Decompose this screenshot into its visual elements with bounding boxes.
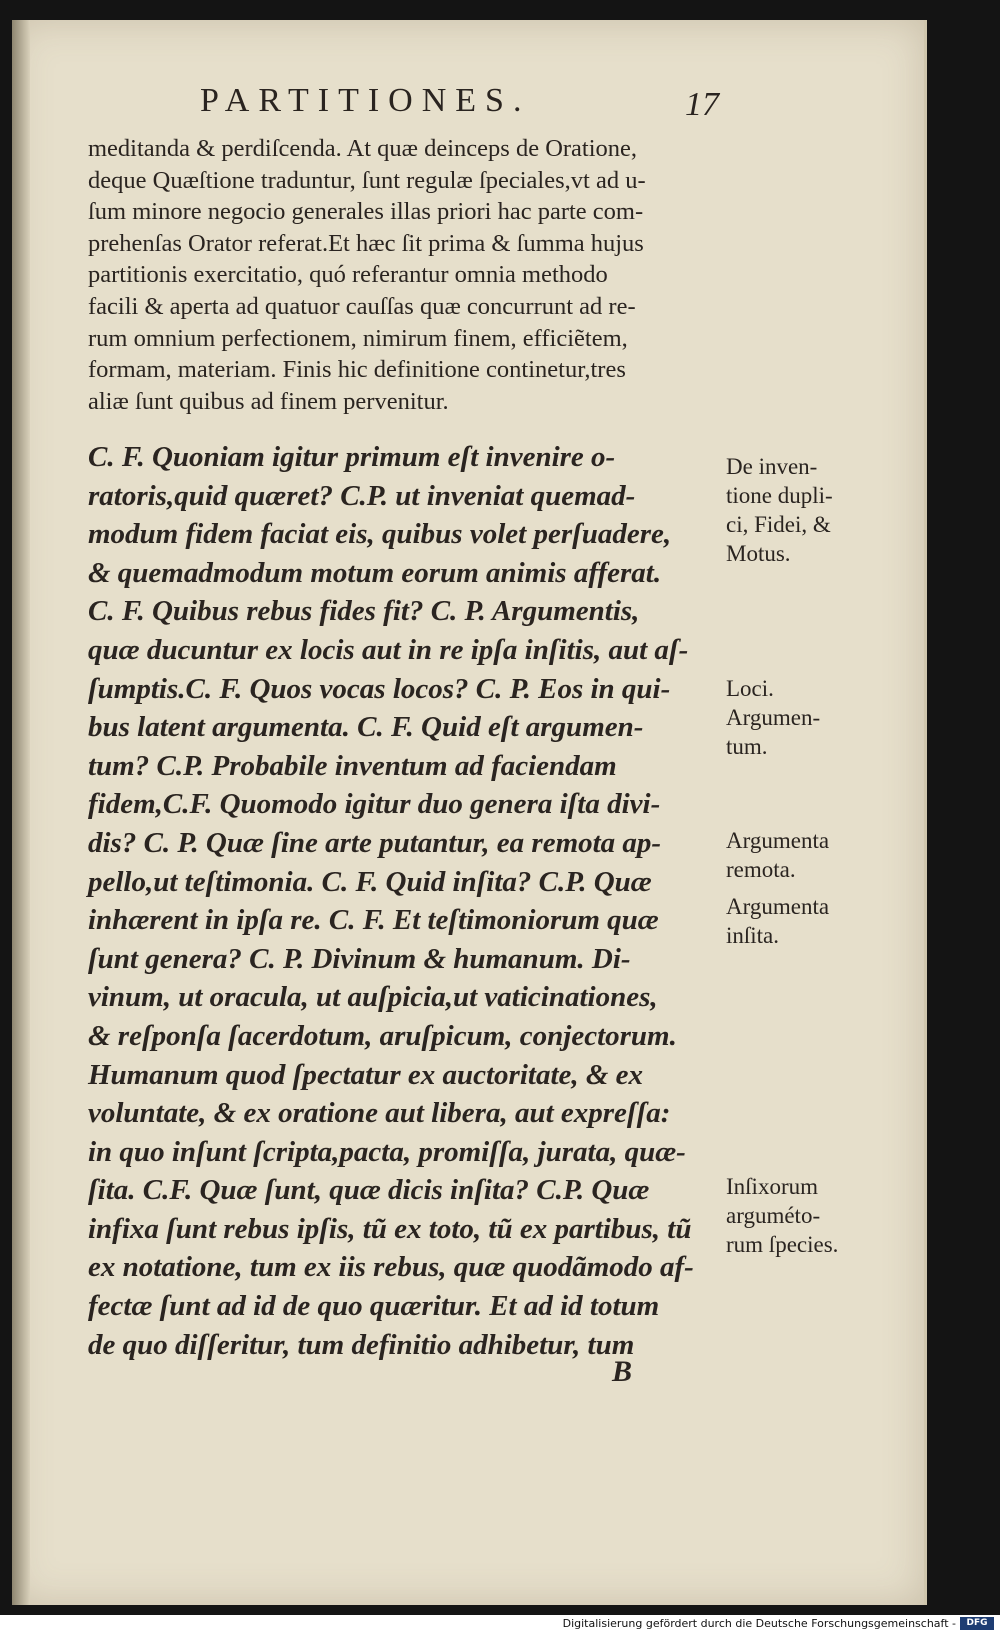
margin-note-line: Argumen- — [726, 705, 821, 730]
dialogue-line: & quemadmodum motum eorum animis afferat. — [88, 556, 662, 589]
margin-note-remota — [726, 826, 829, 884]
margin-note-line: Argumenta — [726, 894, 830, 919]
margin-note-line: arguméto- — [726, 1203, 821, 1228]
dialogue-line: in quo inſunt ſcripta,pacta, promiſſa, jurata, quæ- — [88, 1135, 686, 1168]
margin-note-line: ci, Fidei, & — [726, 512, 831, 537]
text-line: prehenſas Orator referat.Et hæc ſit prima & ſumma hujus — [88, 229, 644, 257]
text-line: deque Quæſtione traduntur, ſunt regulæ ſpeciales,vt ad u- — [88, 166, 646, 194]
dialogue-line: modum fidem faciat eis, quibus volet perſuadere, — [88, 518, 672, 551]
margin-note-species — [726, 1172, 838, 1259]
dialogue-line: C. F. Quibus rebus fides fit? C. P. Argumentis, — [88, 595, 640, 628]
dialogue-line: fidem,C.F. Quomodo igitur duo genera iſta divi- — [88, 788, 661, 821]
running-head: PARTITIONES. — [200, 82, 531, 119]
funding-credit: Digitalisierung gefördert durch die Deutsche Forschungsgemeinschaft - — [562, 1617, 956, 1630]
margin-note-line: rum ſpecies. — [726, 1232, 839, 1257]
margin-note-line: De inven- — [726, 454, 818, 479]
dialogue-line: tum? C.P. Probabile inventum ad faciendam — [88, 749, 617, 782]
text-line: aliæ ſunt quibus ad finem pervenitur. — [88, 387, 449, 415]
dialogue-line: ratoris,quid quæret? C.P. ut inveniat quemad- — [88, 479, 636, 512]
margin-note-loci — [726, 674, 820, 761]
dialogue-line: quæ ducuntur ex locis aut in re ipſa inſitis, aut aſ- — [88, 633, 689, 666]
dfg-logo-icon: DFG — [960, 1617, 994, 1630]
dialogue-line: de quo diſſeritur, tum definitio adhibetur, tum — [88, 1328, 635, 1361]
dialogue-line: pello,ut teſtimonia. C. F. Quid inſita? C.P. Quæ — [88, 865, 652, 898]
signature-mark: B — [612, 1355, 633, 1388]
margin-note-inventione — [726, 452, 833, 568]
text-line: ſum minore negocio generales illas priori hac parte com- — [88, 198, 644, 226]
margin-note-line: Inſixorum — [726, 1174, 818, 1199]
dialogue-line: ex notatione, tum ex iis rebus, quæ quodãmodo af- — [88, 1251, 694, 1284]
text-line: facili & aperta ad quatuor cauſſas quæ concurrunt ad re- — [88, 292, 636, 320]
text-line: formam, materiam. Finis hic definitione continetur,tres — [88, 356, 626, 384]
dialogue-line: voluntate, & ex oratione aut libera, aut expreſſa: — [88, 1097, 671, 1130]
dialogue-line: C. F. Quoniam igitur primum eſt invenire o- — [88, 441, 616, 473]
dialogue-line: bus latent argumenta. C. F. Quid eſt argumen- — [88, 711, 644, 744]
margin-note-line: Loci. — [726, 676, 774, 701]
text-line: rum omnium perfectionem, nimirum finem, efficiẽtem, — [88, 324, 628, 352]
dialogue-line: dis? C. P. Quæ ſine arte putantur, ea remota ap- — [88, 826, 662, 859]
margin-note-line: tione dupli- — [726, 483, 833, 508]
dialogue-line: ſita. C.F. Quæ ſunt, quæ dicis inſita? C.P. Quæ — [88, 1174, 650, 1207]
dialogue-line: inhærent in ipſa re. C. F. Et teſtimoniorum quæ — [88, 904, 659, 937]
dialogue-line: infixa ſunt rebus ipſis, tũ ex toto, tũ ex partibus, tũ — [88, 1212, 692, 1245]
dialogue-line: fectæ ſunt ad id de quo quæritur. Et ad id totum — [88, 1290, 660, 1323]
page-number: 17 — [685, 86, 719, 123]
intro-paragraph — [88, 133, 690, 417]
text-line: partitionis exercitatio, quó referantur omnia methodo — [88, 261, 608, 289]
dialogue-line: vinum, ut oracula, ut auſpicia,ut vaticinationes, — [88, 981, 658, 1014]
dialogue-line: ſunt genera? C. P. Divinum & humanum. Di- — [88, 942, 631, 975]
dialogue-line: Humanum quod ſpectatur ex auctoritate, & ex — [88, 1058, 644, 1091]
margin-note-line: inſita. — [726, 923, 780, 948]
margin-note-line: Argumenta — [726, 828, 830, 853]
margin-note-line: Motus. — [726, 541, 791, 566]
dialogue-line: ſumptis.C. F. Quos vocas locos? C. P. Eos in qui- — [88, 672, 671, 705]
text-line: meditanda & perdiſcenda. At quæ deinceps de Oratione, — [88, 135, 638, 162]
margin-note-insita — [726, 892, 829, 950]
dialogue-line: & reſponſa ſacerdotum, aruſpicum, conjectorum. — [88, 1019, 677, 1052]
margin-note-line: tum. — [726, 734, 768, 759]
page-gutter — [12, 20, 30, 1605]
margin-note-line: remota. — [726, 857, 796, 882]
dialogue-text — [88, 438, 712, 1364]
